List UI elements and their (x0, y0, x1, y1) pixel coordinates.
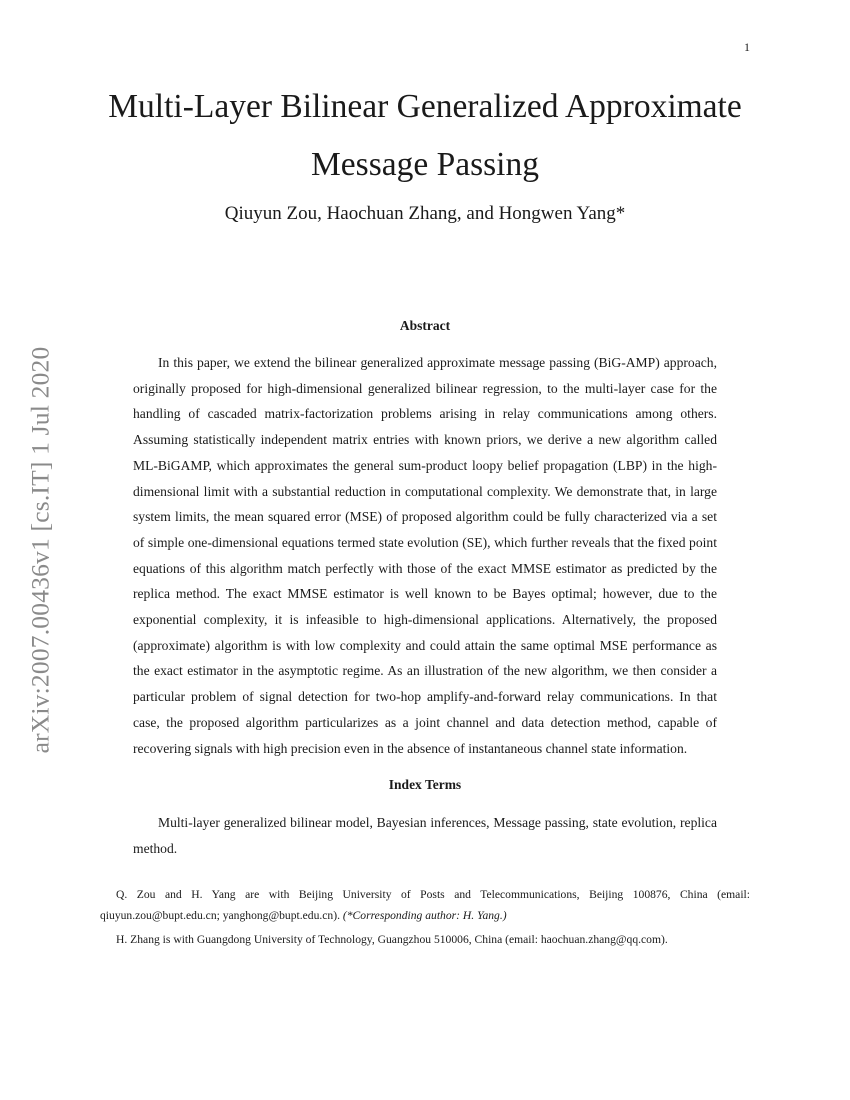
title-line-1: Multi-Layer Bilinear Generalized Approximate (108, 88, 742, 125)
title-line-2: Message Passing (311, 146, 539, 183)
arxiv-stamp (22, 320, 58, 780)
corresponding-author-note: (*Corresponding author: H. Yang.) (342, 909, 507, 922)
page-number: 1 (744, 40, 750, 54)
footnote-affiliation-2: H. Zhang is with Guangdong University of Technology, Guangzhou 510006, China (email: haochuan.zhang@qq.com). (116, 933, 668, 946)
index-terms-text: Multi-layer generalized bilinear model, Bayesian inferences, Message passing, state evolution, replica method. (133, 815, 717, 856)
index-terms-heading: Index Terms (388, 777, 462, 792)
abstract-text: In this paper, we extend the bilinear generalized approximate message passing (BiG-AMP) approach, originally proposed for high-dimensional generalized bilinear regression, to the multi-layer case for the handling of cascaded matrix-factorization problems arising in relay communications among others. Assuming statistically independent matrix entries with known priors, we derive a new algorithm called ML-BiGAMP, which approximates the general sum-product loopy belief propagation (LBP) in the high-dimensional limit with a substantial reduction in computational complexity. We demonstrate that, in large system limits, the mean squared error (MSE) of proposed algorithm could be fully characterized via a set of simple one-dimensional equations termed state evolution (SE), which further reveals that the fixed point equations of this algorithm match perfectly with those of the exact MMSE estimator as predicted by the replica method. The exact MMSE estimator is well known to be Bayes optimal; however, due to the exponential complexity, it is infeasible to high-dimensional applications. Alternatively, the proposed (approximate) algorithm is with low complexity and could attain the same optimal MSE performance as the exact estimator in the asymptotic regime. As an illustration of the new algorithm, we then consider a particular problem of signal detection for two-hop amplify-and-forward relay communications. In that case, the proposed algorithm particularizes as a joint channel and data detection method, capable of recovering signals with high precision even in the absence of instantaneous channel state information. (133, 355, 717, 756)
footnote-affiliation-1 (100, 884, 750, 926)
arxiv-identifier: arXiv:2007.00436v1 [cs.IT] 1 Jul 2020 (25, 346, 55, 754)
paper-title (0, 78, 850, 194)
abstract-heading: Abstract (399, 318, 451, 333)
footnote-affiliation-1-text: Q. Zou and H. Yang are with Beijing University of Posts and Telecommunications, Beijing 100876, China (email: qiuyun.zou@bupt.edu.cn; yanghong@bupt.edu.cn). (100, 888, 750, 922)
author-list: Qiuyun Zou, Haochuan Zhang, and Hongwen Yang* (224, 203, 626, 224)
